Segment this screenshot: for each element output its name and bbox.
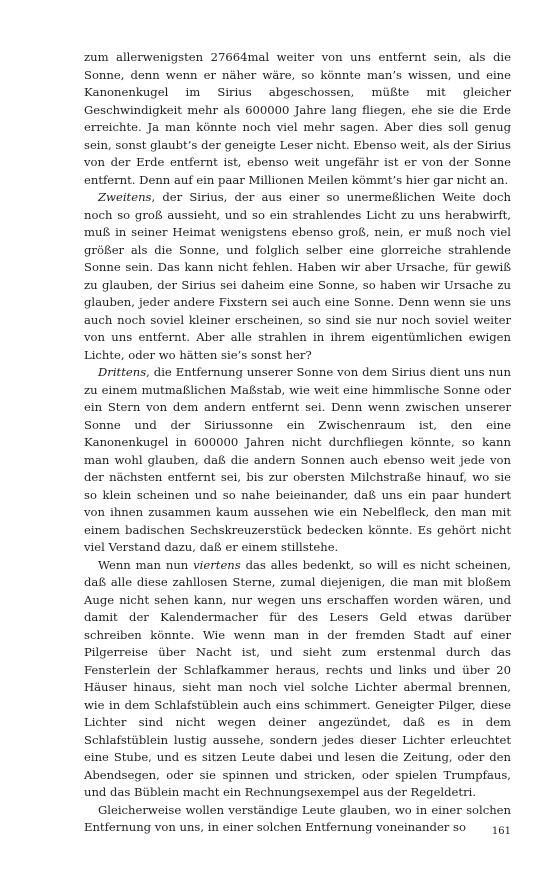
paragraph-3-text: , die Entfernung unserer Sonne von dem Sirius dient uns nun zu einem mutmaßlichen Maßstab, wie weit eine himmlische Sonne oder ein Stern von dem andern entfernt sei. Denn wenn zwischen unserer Sonne und der Siriussonne ein Zwischenraum ist, den eine Kanonenkugel in 600000 Jahren nicht durchfliegen könnte, so kann man wohl glauben, daß die andern Sonnen auch ebenso weit jede von der nächsten entfernt sei, bis zur obersten Milchstraße hinauf, wo sie so klein scheinen und so nahe beieinander, daß uns ein paar hundert von ihnen zusammen kaum aussehen wie ein Nebelfleck, den man mit einem badischen Sechskreuzerstück bedecken könnte. Es gehört nicht viel Verstand dazu, daß er einem stillstehe.	[84, 365, 511, 554]
paragraph-1-text: zum allerwenigsten 27664mal weiter von uns entfernt sein, als die Sonne, denn wenn er näher wäre, so könnte man’s wissen, und eine Kanonenkugel im Sirius abgeschossen, müßte mit gleicher Geschwindigkeit mehr als 600000 Jahre lang fliegen, ehe sie die Erde erreichte. Ja man könnte noch viel mehr sagen. Aber dies soll genug sein, sonst glaubt’s der geneigte Leser nicht. Ebenso weit, als der Sirius von der Erde entfernt ist, ebenso weit ungefähr ist er von der Sonne entfernt. Denn auf ein paar Millionen Meilen kömmt’s hier gar nicht an.	[84, 50, 511, 187]
page-number: 161	[491, 826, 511, 837]
page-body	[84, 49, 511, 837]
paragraph-4-text: das alles bedenkt, so will es nicht scheinen, daß alle diese zahllosen Sterne, zumal diejenigen, die man mit bloßem Auge nicht sehen kann, nur wegen uns erschaffen worden wären, und damit der Kalendermacher für des Lesers Geld etwas darüber schreiben könnte. Wie wenn man in der fremden Stadt auf einer Pilgerreise über Nacht ist, und sieht zum erstenmal durch das Fensterlein der Schlafkammer heraus, rechts und links und über 20 Häuser hinaus, sieht man noch viel solche Lichter abermal brennen, wie in dem Schlafstüblein auch eins schimmert. Geneigter Pilger, diese Lichter sind nicht wegen deiner angezündet, daß es in dem Schlafstüblein lustig aussehe, sondern jedes dieser Lichter erleuchtet eine Stube, und es sitzen Leute dabei und lesen die Zeitung, oder den Abendsegen, oder sie spinnen und stricken, oder spielen Trumpfaus, und das Büblein macht ein Rechnungsexempel aus der Regeldetri.	[84, 557, 511, 799]
paragraph-3	[84, 364, 511, 557]
paragraph-4-text-start: Wenn man nun	[98, 557, 194, 572]
paragraph-1	[84, 49, 511, 189]
paragraph-2-emphasis: Zweitens	[98, 190, 152, 204]
paragraph-2-text: , der Sirius, der aus einer so unermeßlichen Weite doch noch so groß aussieht, und so ein strahlendes Licht zu uns herabwirft, muß in seiner Heimat wenigstens ebenso groß, nein, er muß noch viel größer als die Sonne, und folglich selber eine glorreiche strahlende Sonne sein. Das kann nicht fehlen. Haben wir aber Ursache, für gewiß zu glauben, der Sirius sei daheim eine Sonne, so haben wir Ursache zu glauben, jeder andere Fixstern sei auch eine Sonne. Denn wenn sie uns auch noch soviel kleiner erscheinen, so sind sie nur noch soviel weiter von uns entfernt. Aber alle strahlen in ihrem eigentümlichen ewigen Lichte, oder wo hätten sie’s sonst her?	[84, 190, 511, 362]
paragraph-3-emphasis: Drittens	[98, 365, 147, 379]
paragraph-4-emphasis: viertens	[193, 557, 241, 572]
paragraph-2	[84, 189, 511, 364]
paragraph-4	[84, 557, 511, 802]
paragraph-5	[84, 802, 511, 837]
paragraph-5-text: Gleicherweise wollen verständige Leute glauben, wo in einer solchen Entfernung von uns, in einer solchen Entfernung voneinander so	[84, 802, 511, 834]
